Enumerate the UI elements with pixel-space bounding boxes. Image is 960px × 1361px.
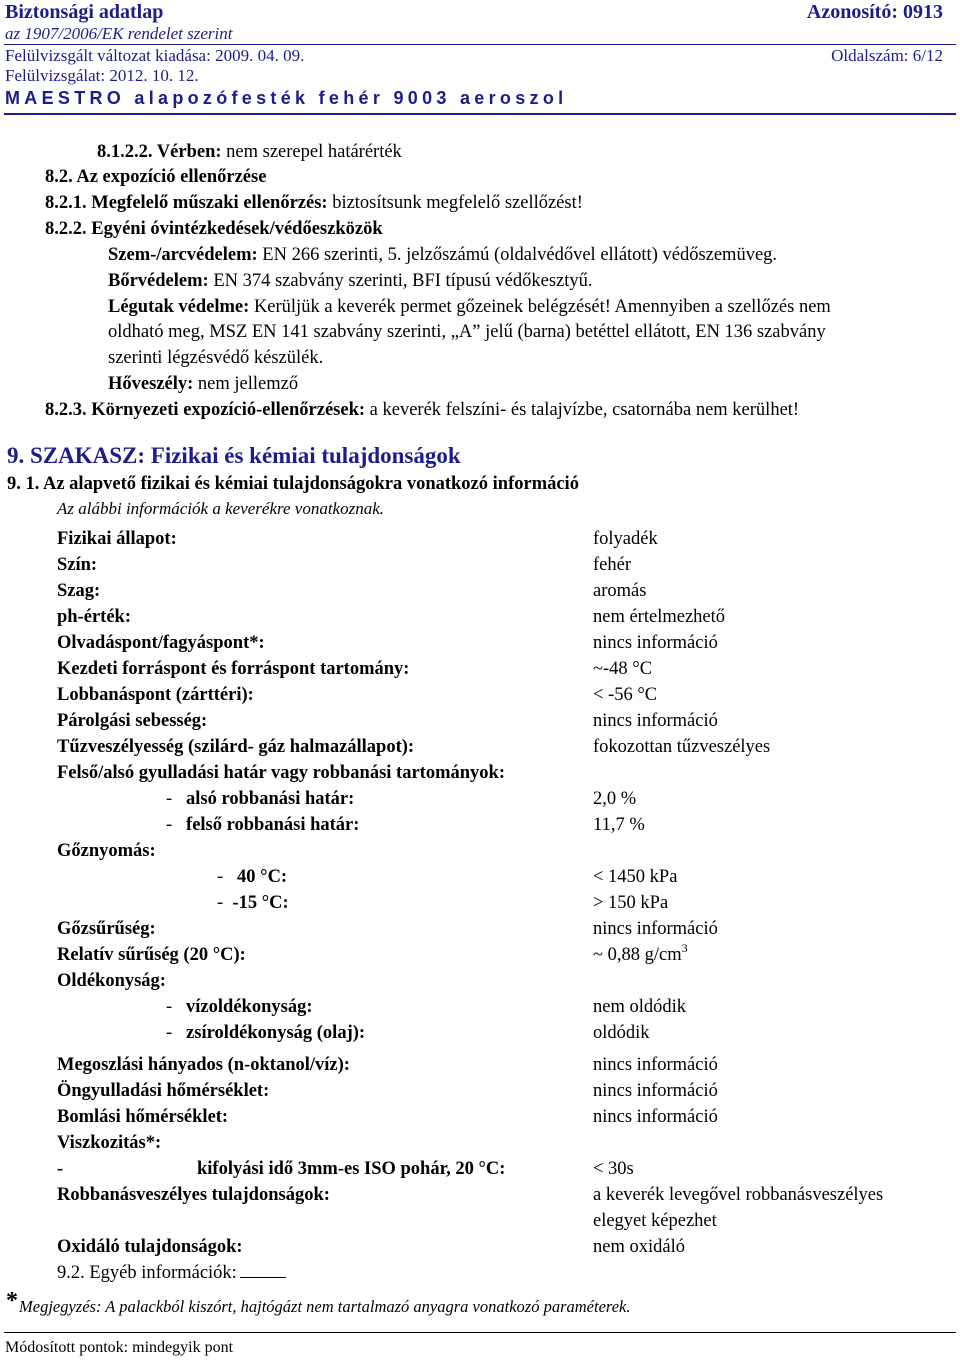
- property-label: Tűzveszélyesség (szilárd- gáz halmazállapot):: [57, 737, 415, 757]
- sub-property-label: - 40 °C:: [217, 867, 288, 887]
- property-label: Szín:: [57, 555, 98, 575]
- revision-issue: Felülvizsgált változat kiadása: 2009. 04. 09.: [5, 46, 305, 65]
- respiratory-protection-line-3: szerinti légzésvédő készülék.: [108, 348, 324, 368]
- property-value: aromás: [593, 581, 647, 601]
- property-value-continued: elegyet képezhet: [593, 1211, 717, 1231]
- modified-points: Módosított pontok: mindegyik pont: [5, 1339, 234, 1356]
- property-value: nem oxidáló: [593, 1237, 685, 1257]
- property-value: ~-48 °C: [593, 659, 653, 679]
- other-information: 9.2. Egyéb információk:: [57, 1263, 237, 1283]
- sub-property-label: - alsó robbanási határ:: [166, 789, 355, 809]
- section-8-2-3: 8.2.3. Környezeti expozíció-ellenőrzések: a keverék felszíni- és talajvízbe, csatornába nem kerülhet!: [45, 400, 800, 420]
- property-value: nem oldódik: [593, 997, 687, 1017]
- property-value: < -56 °C: [593, 685, 658, 705]
- other-information-dash: [240, 1277, 286, 1278]
- section-8-2-heading: 8.2. Az expozíció ellenőrzése: [45, 167, 267, 187]
- property-label: Viszkozitás*:: [57, 1133, 162, 1153]
- property-value: fehér: [593, 555, 631, 575]
- revision-date: Felülvizsgálat: 2012. 10. 12.: [5, 66, 199, 85]
- property-label: Felső/alsó gyulladási határ vagy robbanási tartományok:: [57, 763, 505, 783]
- section-9-1-heading: 9. 1. Az alapvető fizikai és kémiai tulajdonságokra vonatkozó információ: [7, 474, 579, 494]
- respiratory-protection-line-2: oldható meg, MSZ EN 141 szabvány szerinti, „A” jelű (barna) betéttel ellátott, EN 136 szabvány: [108, 322, 826, 342]
- eye-protection: Szem-/arcvédelem: EN 266 szerinti, 5. jelzőszámú (oldalvédővel ellátott) védőszemüveg.: [108, 245, 778, 265]
- property-label: Relatív sűrűség (20 °C):: [57, 945, 246, 965]
- property-value: oldódik: [593, 1023, 650, 1043]
- heat-hazard: Hőveszély: nem jellemző: [108, 374, 299, 394]
- property-value: nincs információ: [593, 1081, 718, 1101]
- property-value: nincs információ: [593, 1107, 718, 1127]
- respiratory-protection: Légutak védelme: Kerüljük a keverék permet gőzeinek belégzését! Amennyiben a szellőzés nem: [108, 297, 831, 317]
- property-label: Gőznyomás:: [57, 841, 156, 861]
- property-value: nem értelmezhető: [593, 607, 726, 627]
- property-value: nincs információ: [593, 633, 718, 653]
- section-8-2-2-heading: 8.2.2. Egyéni óvintézkedések/védőeszközök: [45, 219, 383, 239]
- property-label: Megoszlási hányados (n-oktanol/víz):: [57, 1055, 350, 1075]
- property-label: Bomlási hőmérséklet:: [57, 1107, 229, 1127]
- property-value: a keverék levegővel robbanásveszélyes: [593, 1185, 884, 1205]
- sub-property-label: kifolyási idő 3mm-es ISO pohár, 20 °C:: [197, 1159, 506, 1179]
- property-label: Oldékonyság:: [57, 971, 166, 991]
- property-label: Szag:: [57, 581, 101, 601]
- property-value: folyadék: [593, 529, 658, 549]
- footnote-star: *: [6, 1288, 18, 1314]
- property-label: Párolgási sebesség:: [57, 711, 208, 731]
- property-value: nincs információ: [593, 1055, 718, 1075]
- document-identifier: Azonosító: 0913: [806, 1, 943, 23]
- footer-divider: [4, 1332, 956, 1333]
- property-label: Öngyulladási hőmérséklet:: [57, 1081, 270, 1101]
- regulation-reference: az 1907/2006/EK rendelet szerint: [5, 24, 233, 43]
- property-label: Kezdeti forráspont és forráspont tartomány:: [57, 659, 410, 679]
- property-label: Gőzsűrűség:: [57, 919, 156, 939]
- superscript: 3: [681, 941, 688, 955]
- property-label: Robbanásveszélyes tulajdonságok:: [57, 1185, 330, 1205]
- property-label: Lobbanáspont (zárttéri):: [57, 685, 254, 705]
- document-title: Biztonsági adatlap: [5, 1, 164, 23]
- sub-property-label: - vízoldékonyság:: [166, 997, 313, 1017]
- footnote-text: Megjegyzés: A palackból kiszórt, hajtógázt nem tartalmazó anyagra vonatkozó paraméterek.: [19, 1297, 631, 1316]
- skin-protection: Bőrvédelem: EN 374 szabvány szerinti, BFI típusú védőkesztyű.: [108, 271, 593, 291]
- property-value: > 150 kPa: [593, 893, 669, 913]
- property-value: < 1450 kPa: [593, 867, 678, 887]
- property-value: 11,7 %: [593, 815, 645, 835]
- header-divider-1: [4, 44, 956, 45]
- property-value: fokozottan tűzveszélyes: [593, 737, 771, 757]
- header-divider-2: [4, 113, 956, 115]
- property-dash: -: [57, 1159, 64, 1179]
- property-value: 2,0 %: [593, 789, 637, 809]
- property-label: Olvadáspont/fagyáspont*:: [57, 633, 265, 653]
- section-8-2-1: 8.2.1. Megfelelő műszaki ellenőrzés: biztosítsunk megfelelő szellőzést!: [45, 193, 583, 213]
- section-9-heading: 9. SZAKASZ: Fizikai és kémiai tulajdonságok: [7, 443, 461, 468]
- section-9-intro: Az alábbi információk a keverékre vonatkoznak.: [57, 499, 384, 518]
- product-name: MAESTRO alapozófesték fehér 9003 aeroszol: [5, 88, 568, 108]
- page-number: Oldalszám: 6/12: [831, 46, 943, 65]
- property-value: nincs információ: [593, 919, 718, 939]
- property-label: Fizikai állapot:: [57, 529, 177, 549]
- sub-property-label: - zsíroldékonyság (olaj):: [166, 1023, 366, 1043]
- property-value: ~ 0,88 $g/cm^3$: [593, 941, 688, 965]
- property-label: ph-érték:: [57, 607, 131, 627]
- property-value: nincs információ: [593, 711, 718, 731]
- sub-property-label: - -15 °C:: [217, 893, 289, 913]
- property-label: Oxidáló tulajdonságok:: [57, 1237, 243, 1257]
- section-8-1-2-2: 8.1.2.2. Vérben: nem szerepel határérték: [97, 142, 402, 162]
- sub-property-label: - felső robbanási határ:: [166, 815, 360, 835]
- property-value: < 30s: [593, 1159, 634, 1179]
